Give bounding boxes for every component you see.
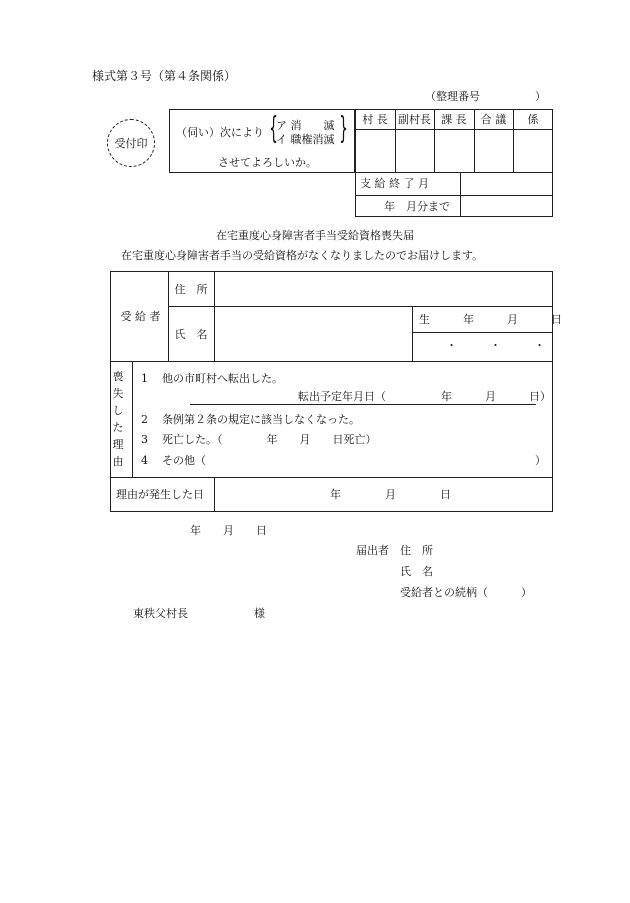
form-number: 様式第３号（第４条関係） (92, 69, 237, 83)
occurrence-date[interactable]: 年 月 日 (330, 488, 451, 501)
name-field[interactable] (218, 310, 408, 358)
intro-text: 在宅重度心身障害者手当の受給資格がなくなりましたのでお届けします。 (121, 249, 484, 262)
notifier-address-label: 住 所 (400, 544, 433, 557)
reception-stamp (107, 119, 155, 167)
address-label: 住 所 (174, 283, 208, 296)
recipient-header: 受 給 者 (120, 310, 161, 323)
payment-end-label: 支 給 終 了 月 (360, 177, 429, 190)
inquiry-text: （伺い）次により (176, 126, 264, 139)
submission-date[interactable]: 年 月 日 (190, 524, 267, 537)
role-deputy-head: 副村長 (398, 113, 431, 126)
occurrence-label: 理由が発生した日 (116, 488, 204, 501)
inquiry-request: させてよろしいか。 (218, 156, 317, 169)
role-section-chief: 課 長 (441, 113, 467, 126)
role-village-head: 村 長 (362, 113, 388, 126)
other-close-paren: ） (535, 454, 546, 467)
reason-1-number: 1 (141, 372, 148, 385)
reason-1-text[interactable]: 他の市町村へ転出した。 (162, 372, 283, 385)
reason-2-number: 2 (141, 413, 148, 426)
right-brace-icon: } (339, 111, 348, 146)
stamp-label: 受付印 (114, 137, 148, 150)
reason-2-text[interactable]: 条例第２条の規定に該当しなくなった。 (162, 413, 360, 426)
addressee: 東秩父村長 様 (133, 607, 265, 620)
transfer-date[interactable]: 転出予定年月日（ 年 月 日） (298, 390, 551, 403)
payment-month-label: 年 月分まで (384, 200, 450, 213)
option-ex-officio[interactable]: イ 職権消滅 (276, 133, 335, 146)
form-title: 在宅重度心身障害者手当受給資格喪失届 (216, 229, 414, 242)
role-consultation: 合 議 (480, 113, 507, 126)
reference-number: （整理番号 ） (425, 90, 546, 103)
payment-end-field[interactable] (462, 174, 552, 194)
relation-label: 受給者との続柄（ ） (400, 586, 532, 599)
notifier-name-label: 氏 名 (400, 565, 433, 578)
reason-4-number: 4 (141, 454, 148, 467)
name-label: 氏 名 (174, 328, 208, 341)
birth-date-field[interactable]: ・ ・ ・ (446, 339, 545, 352)
reason-4-text[interactable]: その他（ (162, 454, 206, 467)
notifier-label: 届出者 (356, 544, 389, 557)
birth-date-label: 生 年 月 日 (419, 313, 562, 326)
address-field[interactable] (218, 276, 550, 304)
reasons-header: 喪 失 し た 理 由 (112, 370, 124, 468)
reason-3-text[interactable]: 死亡した。（ 年 月 日死亡） (162, 433, 377, 446)
reason-3-number: 3 (141, 433, 148, 446)
option-extinction[interactable]: ア 消 滅 (276, 119, 335, 132)
left-brace-icon: { (269, 111, 278, 146)
role-staff: 係 (527, 113, 539, 126)
